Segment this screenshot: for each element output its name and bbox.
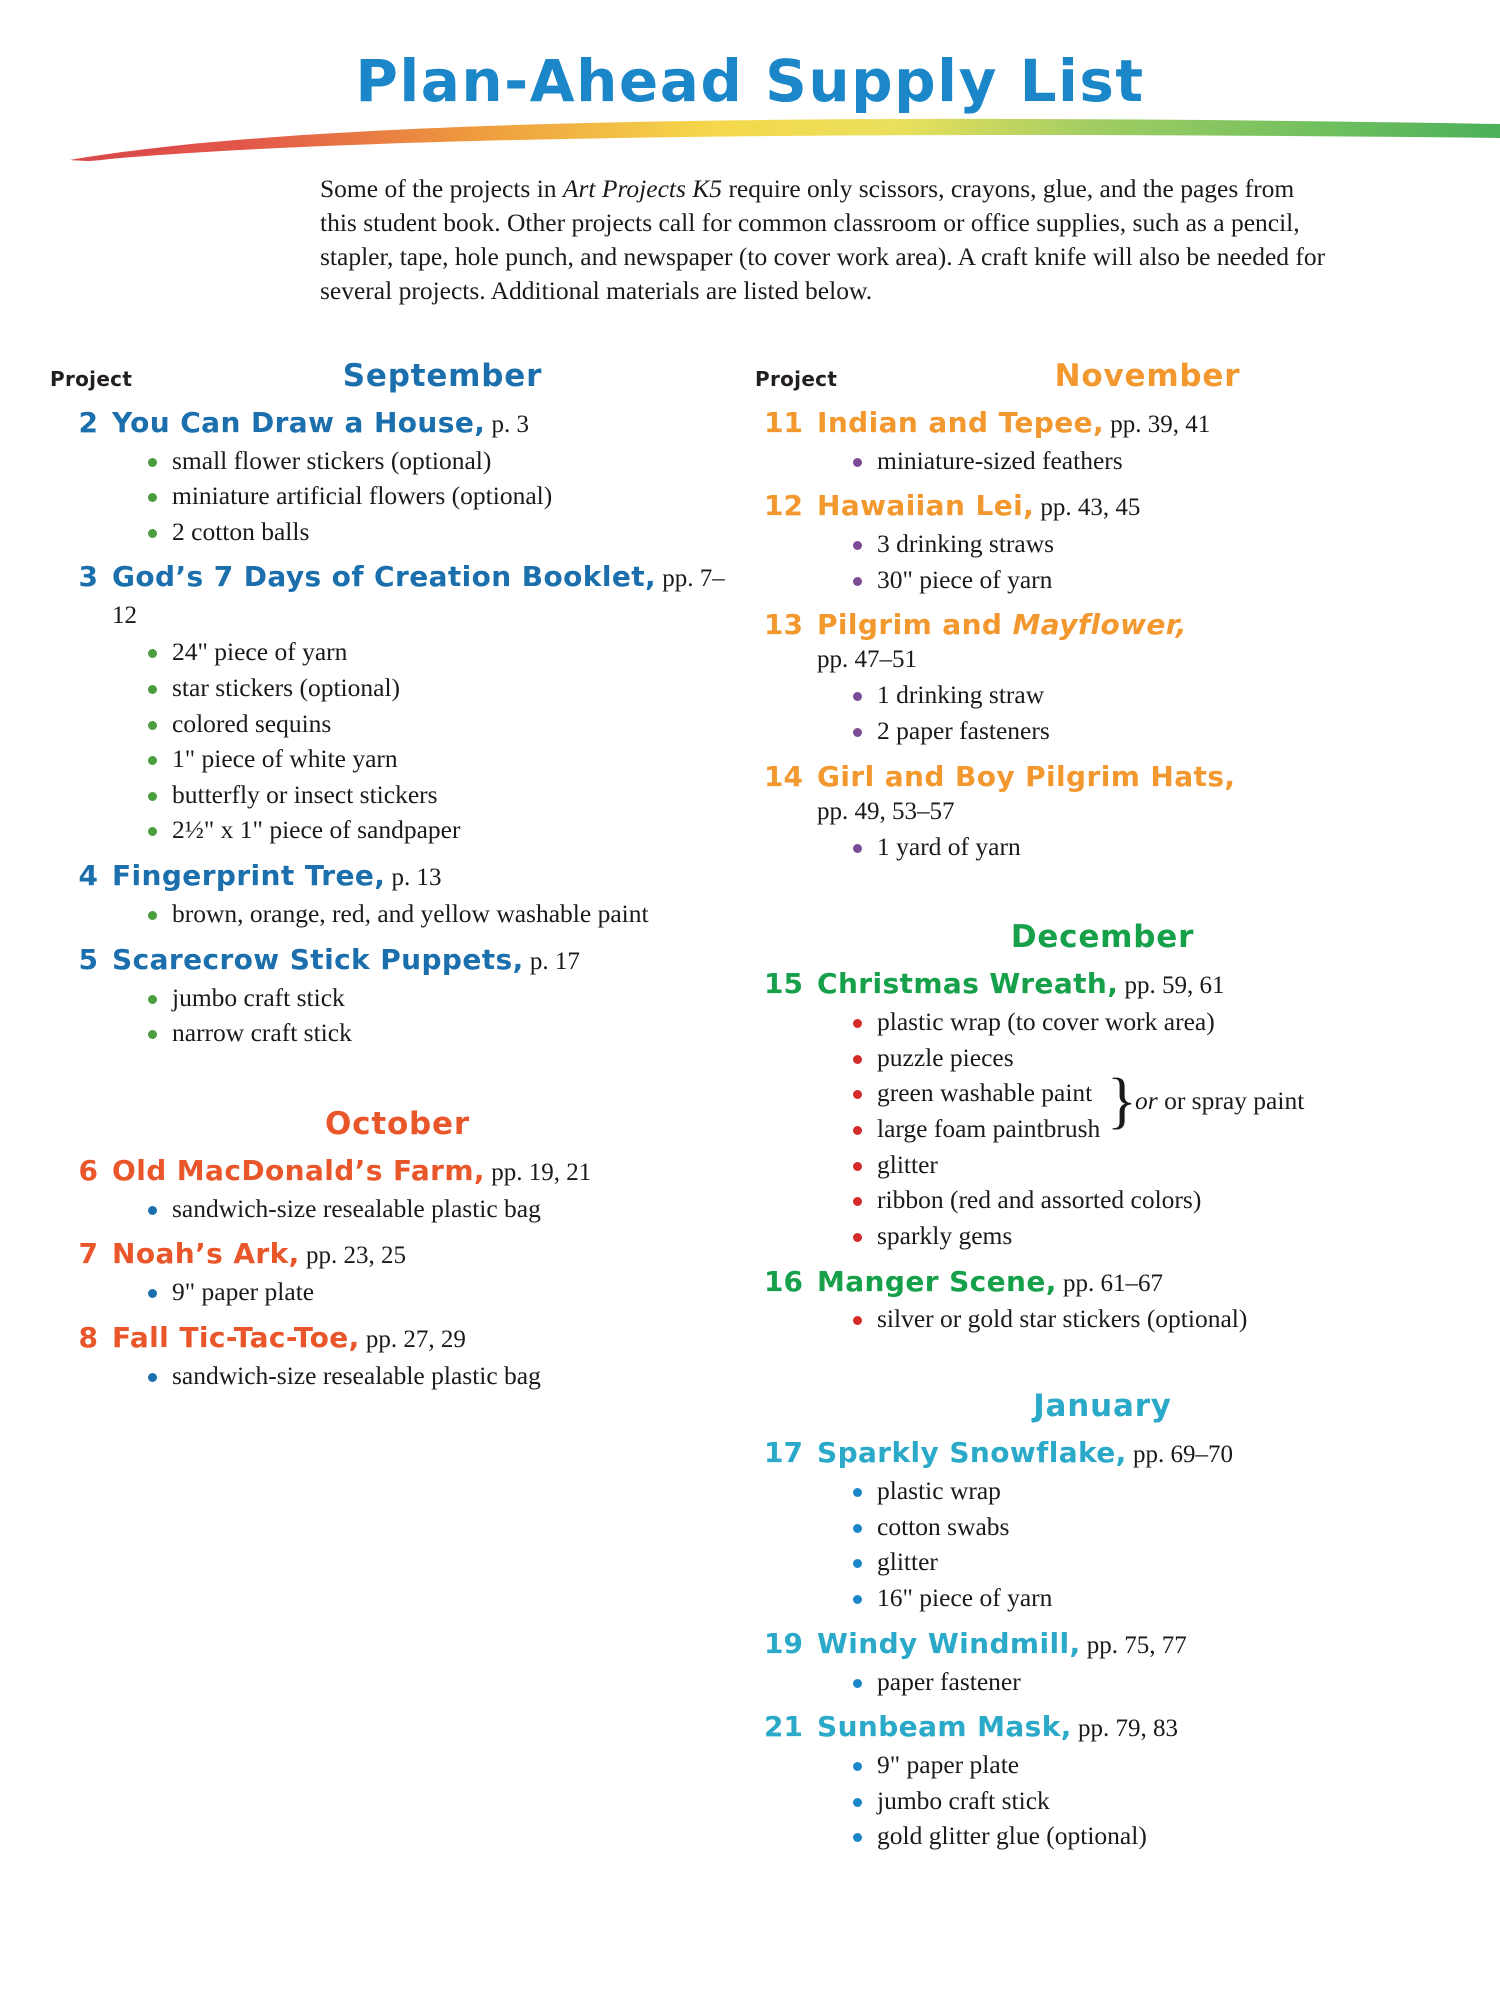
project-title-text: Sparkly Snowflake, xyxy=(817,1436,1127,1470)
material-item: 16" piece of yarn xyxy=(851,1582,1450,1615)
project-pages: pp. 7–12 xyxy=(112,565,725,630)
month-heading-january: January xyxy=(1033,1388,1172,1425)
project-body xyxy=(817,966,1450,1252)
material-item: small flower stickers (optional) xyxy=(146,445,745,478)
intro-italic-booktitle: Art Projects K5 xyxy=(562,174,723,203)
material-item: sparkly gems xyxy=(851,1220,1450,1253)
project-title-text: Pilgrim and xyxy=(817,608,1013,642)
material-item: star stickers (optional) xyxy=(146,672,745,705)
rainbow-swoosh-icon xyxy=(0,116,1500,162)
project-entry xyxy=(755,405,1450,478)
material-item: butterfly or insect stickers xyxy=(146,779,745,812)
materials-list xyxy=(112,1193,745,1226)
material-item: silver or gold star stickers (optional) xyxy=(851,1303,1450,1336)
material-item: miniature-sized feathers xyxy=(851,445,1450,478)
material-item: plastic wrap xyxy=(851,1475,1450,1508)
project-body xyxy=(112,405,745,549)
project-body xyxy=(112,942,745,1050)
project-number: 12 xyxy=(764,489,803,523)
project-number: 19 xyxy=(764,1626,803,1660)
project-title xyxy=(112,942,745,979)
project-entry xyxy=(50,1153,745,1226)
project-number: 7 xyxy=(78,1237,98,1271)
left-column xyxy=(50,354,745,1853)
project-pages: pp. 75, 77 xyxy=(1080,1631,1187,1659)
project-title xyxy=(817,966,1450,1003)
project-number: 17 xyxy=(764,1436,803,1470)
material-item: narrow craft stick xyxy=(146,1017,745,1050)
project-pages: pp. 79, 83 xyxy=(1071,1715,1179,1743)
project-title xyxy=(817,1435,1450,1472)
project-title xyxy=(817,607,1450,644)
project-entry xyxy=(755,966,1450,1252)
project-pages: pp. 39, 41 xyxy=(1104,410,1211,438)
project-entry xyxy=(755,759,1450,864)
material-item: 1 yard of yarn xyxy=(851,831,1450,864)
material-item: miniature artificial flowers (optional) xyxy=(146,480,745,513)
project-title-text: Indian and Tepee, xyxy=(817,405,1105,439)
project-title xyxy=(817,405,1450,442)
project-title-text: Hawaiian Lei, xyxy=(817,489,1035,523)
intro-part2: require only scissors, crayons, glue, and the pages from this student book. Other projects call for common classroom or office supplies, such as a pencil, stapler, tape, hole punch, and newspaper (to cover work area). A craft knife will also be needed for several projects. Additional materials are listed below. xyxy=(320,174,1326,305)
project-body xyxy=(112,559,745,847)
project-body xyxy=(112,1320,745,1393)
intro-part1: Some of the projects in xyxy=(320,174,563,203)
project-number: 11 xyxy=(764,405,803,439)
project-entry xyxy=(50,559,745,847)
title-area xyxy=(0,0,1500,115)
project-number: 3 xyxy=(78,560,98,594)
project-entry xyxy=(50,858,745,931)
project-entry xyxy=(755,607,1450,747)
project-title-italic: Mayflower, xyxy=(1012,608,1187,642)
project-entry xyxy=(755,488,1450,596)
project-title xyxy=(112,858,745,895)
november-header-row xyxy=(755,358,1450,394)
material-item: glitter xyxy=(851,1546,1450,1579)
project-number: 16 xyxy=(764,1264,803,1298)
material-item: 2½" x 1" piece of sandpaper xyxy=(146,814,745,847)
materials-list xyxy=(817,831,1450,864)
project-body xyxy=(817,1709,1450,1853)
materials-list xyxy=(112,898,745,931)
project-title-text: Sunbeam Mask, xyxy=(817,1710,1072,1744)
project-title xyxy=(817,1709,1450,1746)
materials-list xyxy=(817,1666,1450,1699)
month-heading-november: November xyxy=(1054,357,1241,394)
material-item: 9" paper plate xyxy=(146,1276,745,1309)
project-number: 6 xyxy=(78,1153,98,1187)
project-entry xyxy=(755,1709,1450,1853)
material-item: 9" paper plate xyxy=(851,1749,1450,1782)
project-entry xyxy=(755,1435,1450,1614)
project-title-text: Scarecrow Stick Puppets, xyxy=(112,942,524,976)
project-entry xyxy=(755,1264,1450,1337)
materials-list xyxy=(817,528,1450,596)
project-title-text: Girl and Boy Pilgrim Hats, xyxy=(817,759,1236,793)
project-pages: pp. 19, 21 xyxy=(484,1158,592,1186)
material-item: ribbon (red and assorted colors) xyxy=(851,1184,1450,1217)
project-body xyxy=(817,759,1450,864)
material-item: sandwich-size resealable plastic bag xyxy=(146,1193,745,1226)
materials-list xyxy=(112,1276,745,1309)
material-item: 3 drinking straws xyxy=(851,528,1450,561)
project-body xyxy=(817,607,1450,747)
materials-list xyxy=(112,1360,745,1393)
project-body xyxy=(817,405,1450,478)
project-title xyxy=(112,559,745,633)
project-title-text: Windy Windmill, xyxy=(817,1626,1081,1660)
curly-brace-icon: } xyxy=(1107,1067,1137,1136)
project-number: 14 xyxy=(764,759,803,793)
project-title-text: Manger Scene, xyxy=(817,1264,1057,1298)
project-number: 8 xyxy=(78,1321,98,1355)
project-pages: p. 3 xyxy=(485,410,529,438)
material-item: 24" piece of yarn xyxy=(146,636,745,669)
materials-list xyxy=(817,679,1450,747)
month-heading-october: October xyxy=(325,1105,470,1142)
page-title: Plan-Ahead Supply List xyxy=(355,47,1145,115)
material-item: green washable paint xyxy=(851,1077,1450,1110)
material-item: colored sequins xyxy=(146,708,745,741)
project-pages: pp. 43, 45 xyxy=(1034,494,1141,522)
materials-list xyxy=(817,1303,1450,1336)
project-title xyxy=(817,488,1450,525)
right-column xyxy=(755,354,1450,1853)
project-title xyxy=(112,405,745,442)
project-title xyxy=(817,759,1450,796)
project-body xyxy=(112,1236,745,1309)
project-entry xyxy=(50,1320,745,1393)
project-number: 15 xyxy=(764,967,803,1001)
material-item: 1 drinking straw xyxy=(851,679,1450,712)
project-number: 5 xyxy=(78,942,98,976)
material-item: large foam paintbrush xyxy=(851,1113,1450,1146)
project-pages: pp. 23, 25 xyxy=(299,1242,406,1270)
project-entry xyxy=(50,1236,745,1309)
project-pages: pp. 61–67 xyxy=(1056,1269,1164,1297)
project-body xyxy=(817,488,1450,596)
project-body xyxy=(112,1153,745,1226)
content-columns xyxy=(0,354,1500,1853)
project-title-text: God’s 7 Days of Creation Booklet, xyxy=(112,560,657,594)
materials-list xyxy=(817,445,1450,478)
material-item: puzzle pieces xyxy=(851,1042,1450,1075)
project-pages-block: pp. 49, 53–57 xyxy=(817,797,955,825)
project-number: 21 xyxy=(764,1710,803,1744)
project-number: 13 xyxy=(764,608,803,642)
project-pages: p. 13 xyxy=(385,864,442,892)
intro-paragraph xyxy=(170,172,1330,308)
project-pages: pp. 27, 29 xyxy=(359,1326,466,1354)
month-heading-december: December xyxy=(1010,919,1195,956)
project-title-text: You Can Draw a House, xyxy=(112,405,486,439)
materials-list xyxy=(112,982,745,1050)
september-header-row xyxy=(50,358,745,394)
material-item: 1" piece of white yarn xyxy=(146,743,745,776)
project-body xyxy=(817,1626,1450,1699)
project-title-text: Old MacDonald’s Farm, xyxy=(112,1153,485,1187)
material-item: gold glitter glue (optional) xyxy=(851,1820,1450,1853)
material-item: jumbo craft stick xyxy=(851,1785,1450,1818)
project-body xyxy=(817,1264,1450,1337)
materials-list xyxy=(817,1475,1450,1615)
project-column-label-september: Project xyxy=(50,366,133,391)
project-title xyxy=(112,1320,745,1357)
material-item: cotton swabs xyxy=(851,1511,1450,1544)
project-body xyxy=(817,1435,1450,1614)
project-pages: pp. 59, 61 xyxy=(1118,972,1225,1000)
project-pages-block: pp. 47–51 xyxy=(817,646,917,674)
project-title xyxy=(817,1264,1450,1301)
material-item: brown, orange, red, and yellow washable paint xyxy=(146,898,745,931)
material-item: glitter xyxy=(851,1149,1450,1182)
material-item: plastic wrap (to cover work area) xyxy=(851,1006,1450,1039)
project-title xyxy=(112,1236,745,1273)
material-item: jumbo craft stick xyxy=(146,982,745,1015)
project-title xyxy=(112,1153,745,1190)
brace-note-or: or xyxy=(1135,1086,1165,1116)
project-title-text: Christmas Wreath, xyxy=(817,967,1119,1001)
project-number: 4 xyxy=(78,859,98,893)
project-title-text: Noah’s Ark, xyxy=(112,1237,300,1271)
brace-note xyxy=(1135,1086,1304,1116)
project-body xyxy=(112,858,745,931)
project-title-text: Fingerprint Tree, xyxy=(112,859,386,893)
brace-note-text: or spray paint xyxy=(1164,1086,1305,1116)
material-item: 2 cotton balls xyxy=(146,516,745,549)
project-entry xyxy=(50,942,745,1050)
project-number: 2 xyxy=(78,405,98,439)
material-item: 2 paper fasteners xyxy=(851,715,1450,748)
materials-list xyxy=(112,636,745,847)
material-item: 30" piece of yarn xyxy=(851,564,1450,597)
project-title-text: Fall Tic-Tac-Toe, xyxy=(112,1321,360,1355)
rainbow-swoosh xyxy=(0,116,1500,162)
month-heading-september: September xyxy=(342,357,543,394)
material-item: sandwich-size resealable plastic bag xyxy=(146,1360,745,1393)
project-pages: pp. 69–70 xyxy=(1126,1441,1233,1469)
project-title xyxy=(817,1626,1450,1663)
materials-list xyxy=(112,445,745,549)
material-item: paper fastener xyxy=(851,1666,1450,1699)
project-entry xyxy=(50,405,745,549)
project-entry xyxy=(755,1626,1450,1699)
project-column-label-november: Project xyxy=(755,366,838,391)
materials-list xyxy=(817,1749,1450,1853)
project-pages: p. 17 xyxy=(523,947,580,975)
